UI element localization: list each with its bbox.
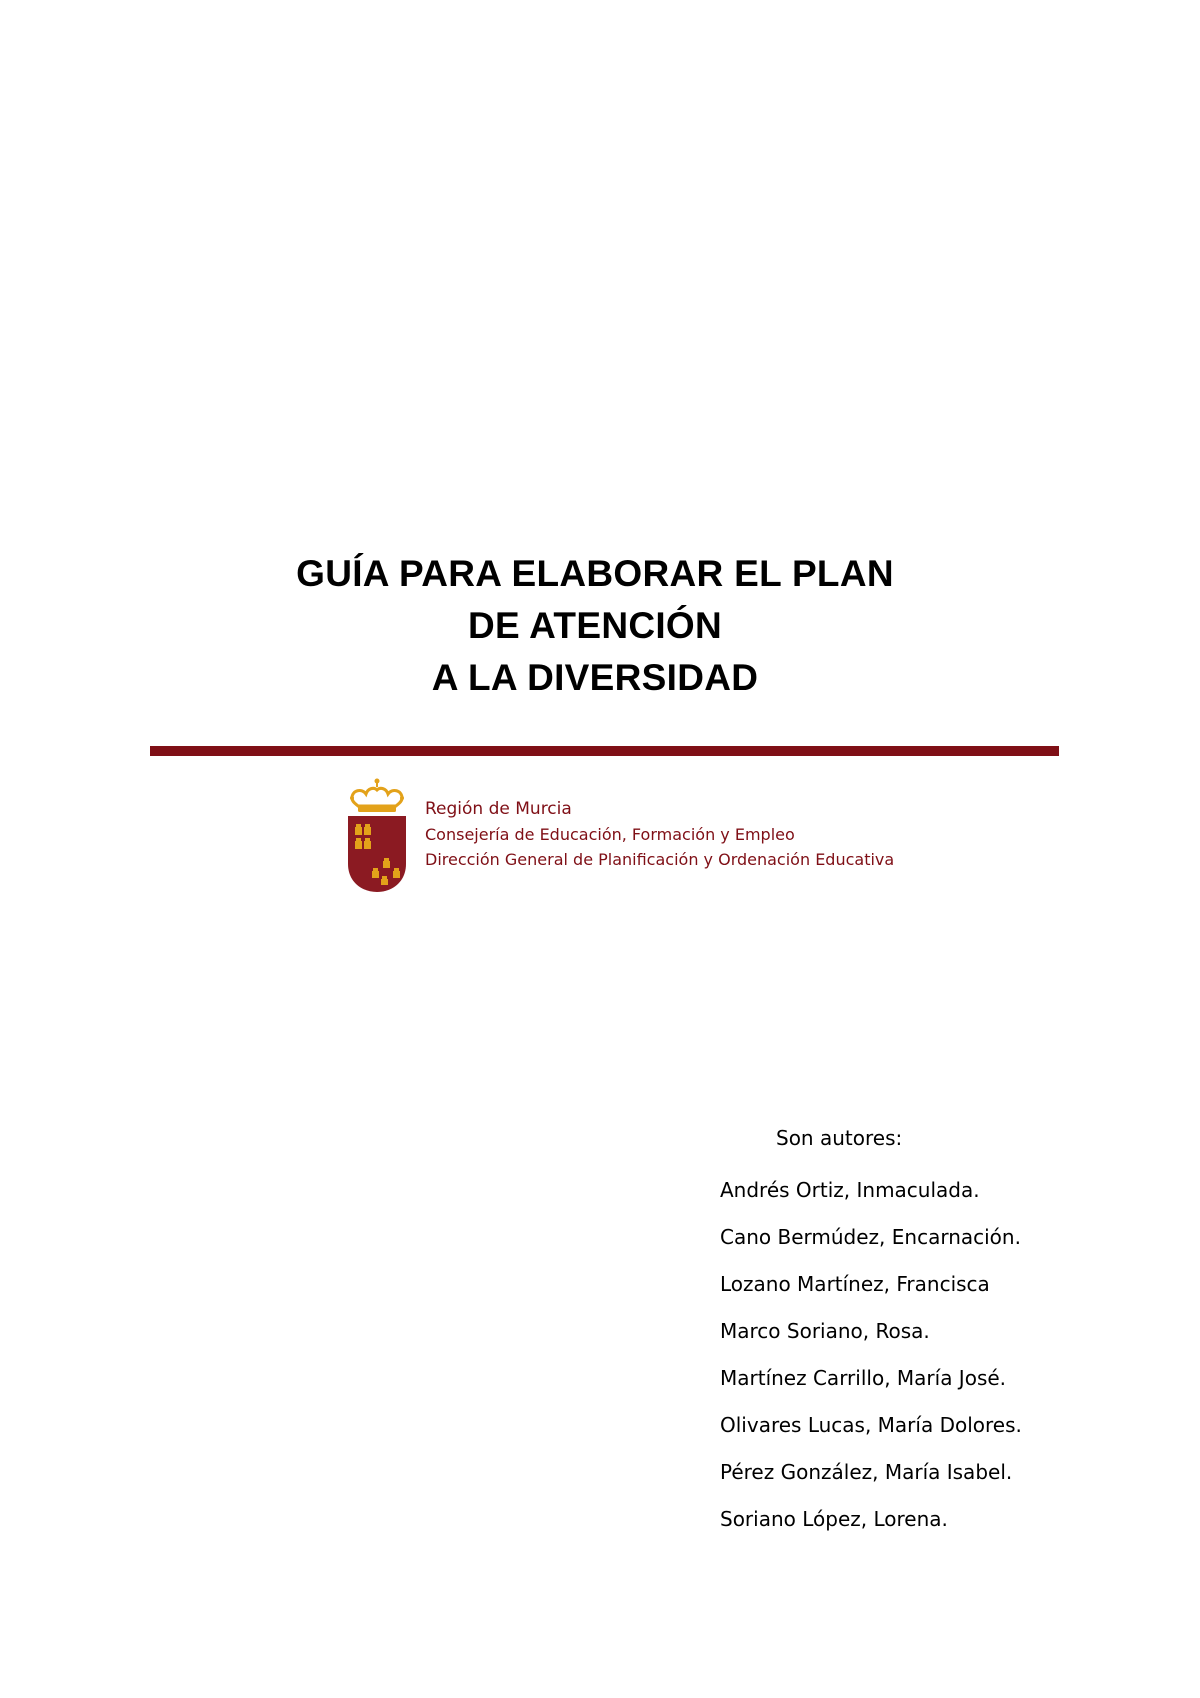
author-item: Pérez González, María Isabel.: [720, 1460, 1013, 1484]
author-item: Olivares Lucas, María Dolores.: [720, 1413, 1022, 1437]
organization-block: [425, 797, 894, 872]
title-line-2: DE ATENCIÓN: [467, 605, 723, 646]
author-item: Cano Bermúdez, Encarnación.: [720, 1225, 1021, 1249]
organization-department: Consejería de Educación, Formación y Empleo: [425, 825, 795, 844]
title-divider: [150, 746, 1059, 756]
authors-list: [720, 1167, 1022, 1543]
author-item: Marco Soriano, Rosa.: [720, 1319, 930, 1343]
organization-directorate: Dirección General de Planificación y Ordenación Educativa: [425, 850, 895, 869]
title-line-1: GUÍA PARA ELABORAR EL PLAN: [296, 553, 894, 594]
crown-icon: [350, 779, 404, 813]
author-item: Soriano López, Lorena.: [720, 1507, 948, 1531]
author-item: Lozano Martínez, Francisca: [720, 1272, 990, 1296]
title-line-3: A LA DIVERSIDAD: [431, 657, 759, 698]
document-title: [0, 548, 1190, 704]
author-item: Andrés Ortiz, Inmaculada.: [720, 1178, 980, 1202]
coat-of-arms-icon: [346, 776, 408, 896]
authors-section: [720, 1120, 1022, 1543]
authors-heading: Son autores:: [776, 1126, 903, 1150]
organization-region: Región de Murcia: [425, 799, 572, 819]
author-item: Martínez Carrillo, María José.: [720, 1366, 1007, 1390]
